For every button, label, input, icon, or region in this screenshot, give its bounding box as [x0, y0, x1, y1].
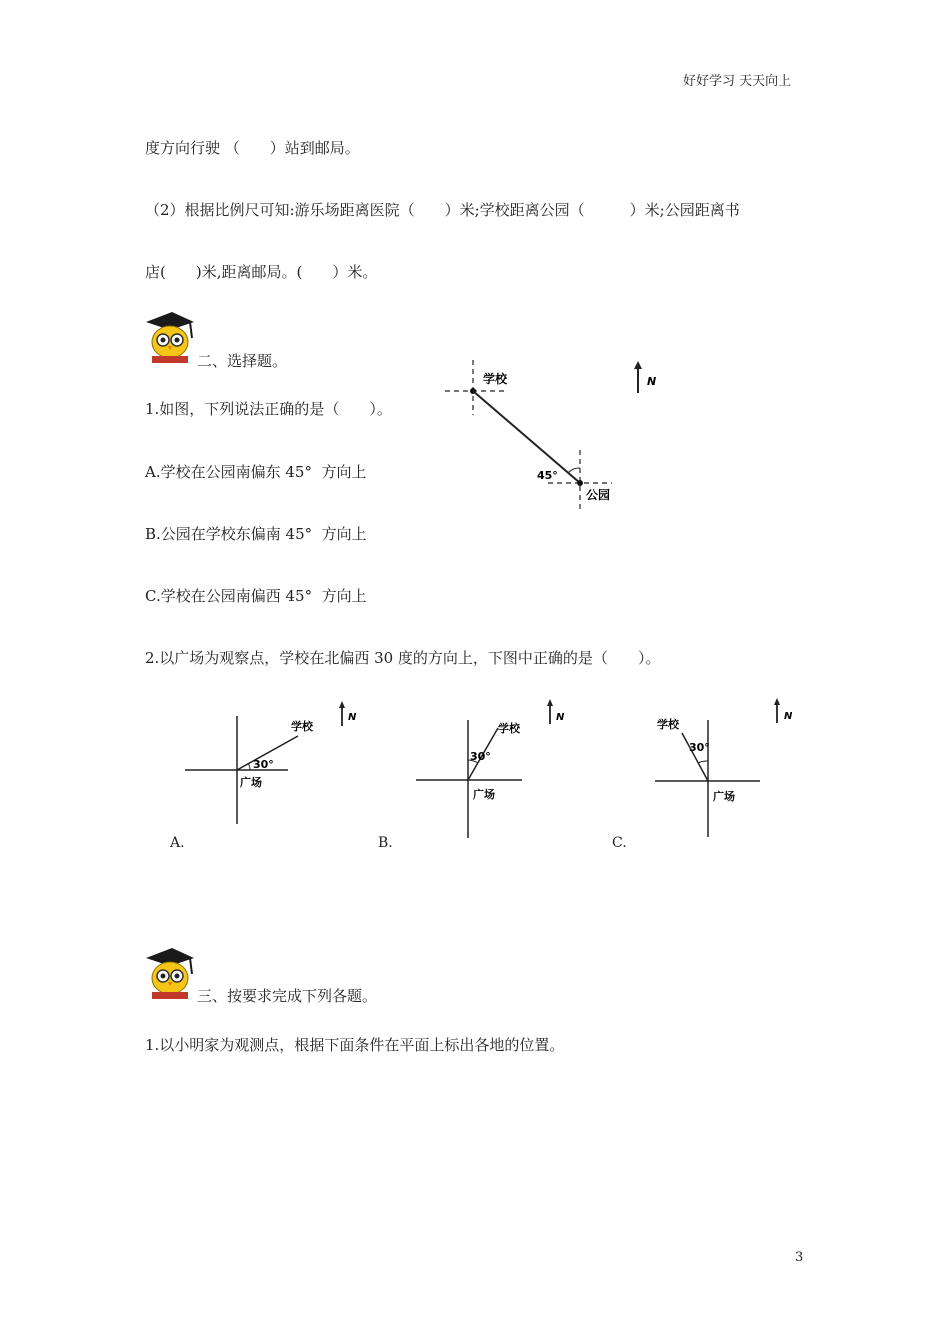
q1-option-a: A.学校在公园南偏东 45° 方向上 [145, 463, 367, 481]
q2c-angle-label: 30° [689, 741, 710, 754]
q2a-square-label: 广场 [240, 776, 262, 789]
q2b-north-label: N [556, 712, 565, 723]
q1-north-label: N [647, 375, 657, 388]
q1-school-label: 学校 [483, 372, 508, 386]
page-number: 3 [795, 1250, 804, 1265]
q2a-school-label: 学校 [291, 720, 313, 733]
owl-mascot-icon [140, 308, 196, 366]
q1-option-c: C.学校在公园南偏西 45° 方向上 [145, 587, 367, 605]
q1-direction-figure [440, 355, 680, 520]
q1-angle-label: 45° [537, 469, 558, 482]
q1-stem: 1.如图，下列说法正确的是（ ）。 [145, 400, 392, 418]
q2c-north-label: N [784, 711, 793, 722]
text-line-3: 店( )米,距离邮局。( ）米。 [145, 263, 378, 281]
q2a-angle-label: 30° [253, 758, 274, 771]
q2-label-a: A. [170, 835, 185, 851]
q2-figure-b [410, 698, 590, 843]
q2-figure-c [650, 695, 820, 840]
q2b-angle-label: 30° [470, 750, 491, 763]
q2-label-c: C. [612, 835, 627, 851]
q2-stem: 2.以广场为观察点，学校在北偏西 30 度的方向上，下图中正确的是（ ）。 [145, 649, 661, 667]
section-3-q1: 1.以小明家为观测点，根据下面条件在平面上标出各地的位置。 [145, 1036, 565, 1054]
text-line-1: 度方向行驶 （ ）站到邮局。 [145, 139, 360, 157]
owl-mascot-icon [140, 944, 196, 1002]
section-2-title: 二、选择题。 [197, 352, 288, 370]
text-line-2: （2）根据比例尺可知:游乐场距离医院（ ）米;学校距离公园（ ）米;公园距离书 [145, 201, 740, 219]
q2-label-b: B. [378, 835, 393, 851]
section-3-title: 三、按要求完成下列各题。 [197, 987, 378, 1005]
q2c-square-label: 广场 [713, 790, 735, 803]
q2c-school-label: 学校 [657, 718, 679, 731]
q2b-square-label: 广场 [473, 788, 495, 801]
page-header: 好好学习 天天向上 [683, 74, 792, 89]
q1-park-label: 公园 [586, 488, 611, 502]
q2-figure-a [180, 698, 380, 828]
q1-option-b: B.公园在学校东偏南 45° 方向上 [145, 525, 367, 543]
q2b-school-label: 学校 [498, 722, 520, 735]
q2a-north-label: N [348, 712, 357, 723]
